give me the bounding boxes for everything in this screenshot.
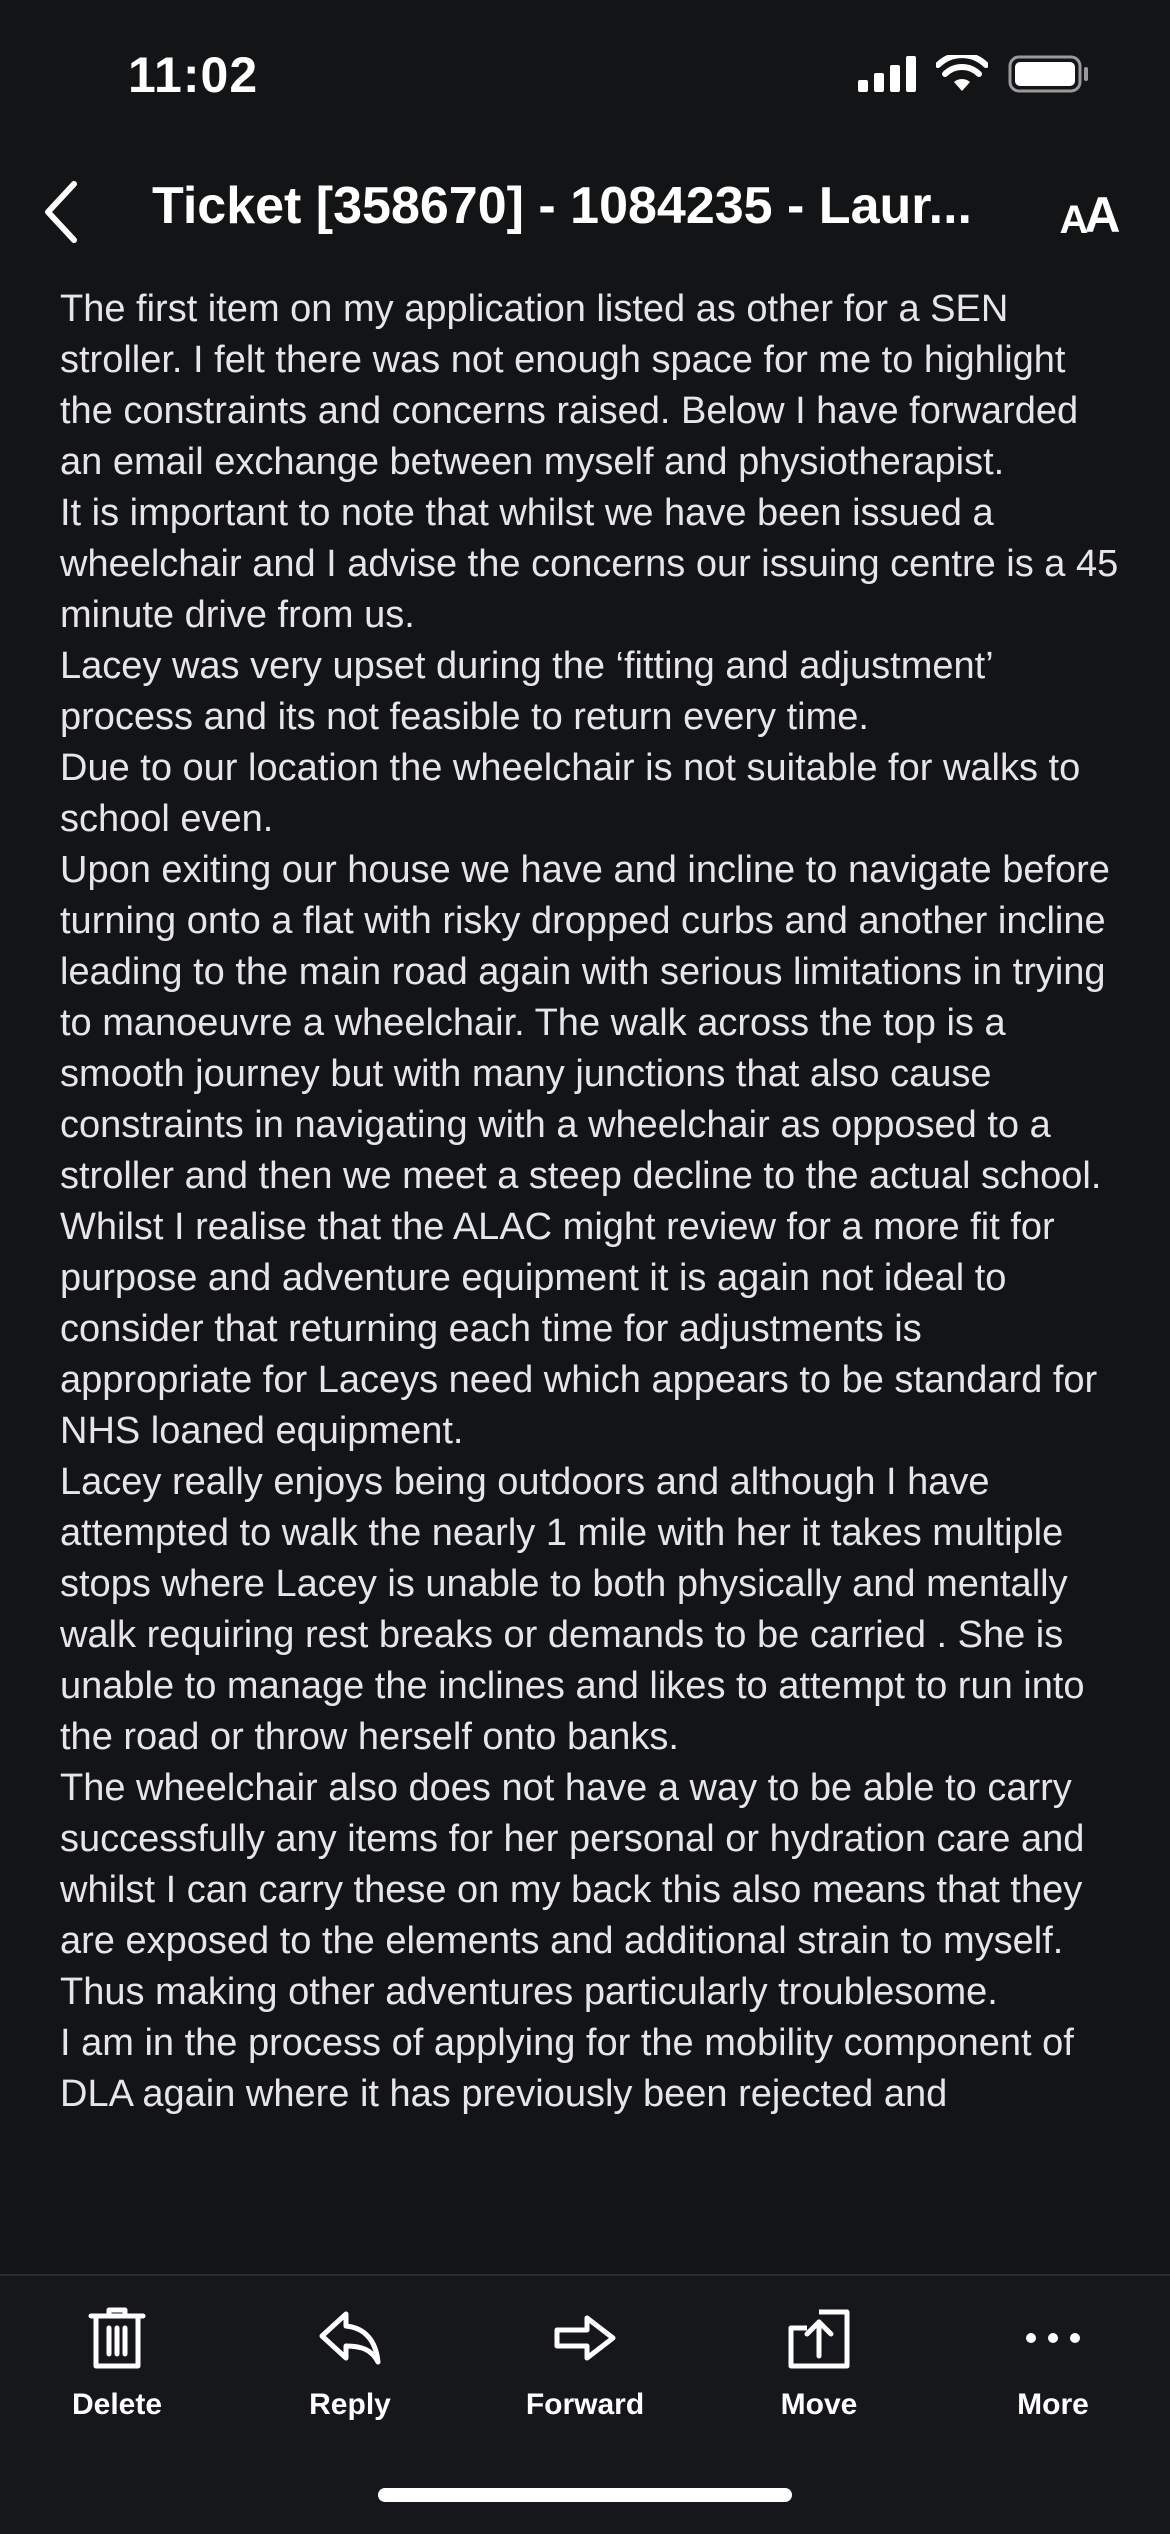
text-size-small-a: A <box>1059 198 1089 242</box>
back-chevron-icon[interactable] <box>38 172 88 252</box>
cellular-signal-icon <box>858 56 916 92</box>
move-label: Move <box>780 2388 858 2421</box>
home-indicator[interactable] <box>378 2488 792 2502</box>
reply-button[interactable] <box>260 2306 440 2422</box>
more-dots-icon <box>1021 2306 1085 2370</box>
reply-label: Reply <box>309 2388 391 2421</box>
message-paragraph: The first item on my application listed as other for a SEN stroller. I felt there was not enough space for me to highlight the constraints and concerns raised. Below I have forwarded an email exchange between myself and physiotherapist. <box>60 288 1079 483</box>
status-time: 11:02 <box>128 47 259 103</box>
message-paragraph: The wheelchair also does not have a way to be able to carry successfully any items for her personal or hydration care and whilst I can carry these on my back this also means that they are exposed to the elements and additional strain to myself. Thus making other adventures particularly troublesome. <box>60 1767 1085 2013</box>
delete-button[interactable] <box>27 2306 207 2422</box>
message-paragraph: Lacey was very upset during the ‘fitting and adjustment’ process and its not feasible to return every time. <box>60 645 993 738</box>
forward-button[interactable] <box>495 2306 675 2422</box>
wifi-icon <box>936 55 988 93</box>
message-paragraph: Due to our location the wheelchair is not suitable for walks to school even. <box>60 747 1081 840</box>
move-to-folder-icon <box>785 2306 853 2370</box>
text-size-button[interactable] <box>1050 180 1130 243</box>
move-button[interactable] <box>729 2306 909 2422</box>
more-button[interactable] <box>963 2306 1143 2422</box>
delete-label: Delete <box>71 2388 163 2421</box>
message-paragraph: Lacey really enjoys being outdoors and although I have attempted to walk the nearly 1 mile with her it takes multiple stops where Lacey is unable to both physically and mentally walk requiring rest breaks or demands to be carried . She is unable to manage the inclines and likes to attempt to run into the road or throw herself onto banks. <box>60 1461 1085 1758</box>
more-label: More <box>1017 2388 1089 2421</box>
battery-icon <box>1008 55 1090 93</box>
trash-icon <box>87 2306 147 2370</box>
message-header <box>0 160 1170 260</box>
message-paragraph: Upon exiting our house we have and incline to navigate before turning onto a flat with risky dropped curbs and another incline leading to the main road again with serious limitations in trying to manoeuvre a wheelchair. The walk across the top is a smooth journey but with many junctions that also cause constraints in navigating with a wheelchair as opposed to a stroller and then we meet a steep decline to the actual school. <box>60 849 1110 1197</box>
message-body <box>60 284 1120 2274</box>
status-bar <box>0 0 1170 150</box>
text-size-large-a: A <box>1084 187 1121 243</box>
status-icons <box>858 55 1090 93</box>
reply-arrow-icon <box>318 2306 382 2370</box>
message-paragraph: It is important to note that whilst we have been issued a wheelchair and I advise the concerns our issuing centre is a 45 minute drive from us. <box>60 492 1119 636</box>
message-paragraph: I am in the process of applying for the mobility component of DLA again where it has previously been rejected and <box>60 2022 1074 2115</box>
forward-label: Forward <box>525 2388 645 2421</box>
forward-arrow-icon <box>553 2306 617 2370</box>
message-title: Ticket [358670] - 1084235 - Laur... <box>152 177 972 235</box>
message-paragraph: Whilst I realise that the ALAC might review for a more fit for purpose and adventure equipment it is again not ideal to consider that returning each time for adjustments is appropriate for Laceys need which appears to be standard for NHS loaned equipment. <box>60 1206 1098 1452</box>
